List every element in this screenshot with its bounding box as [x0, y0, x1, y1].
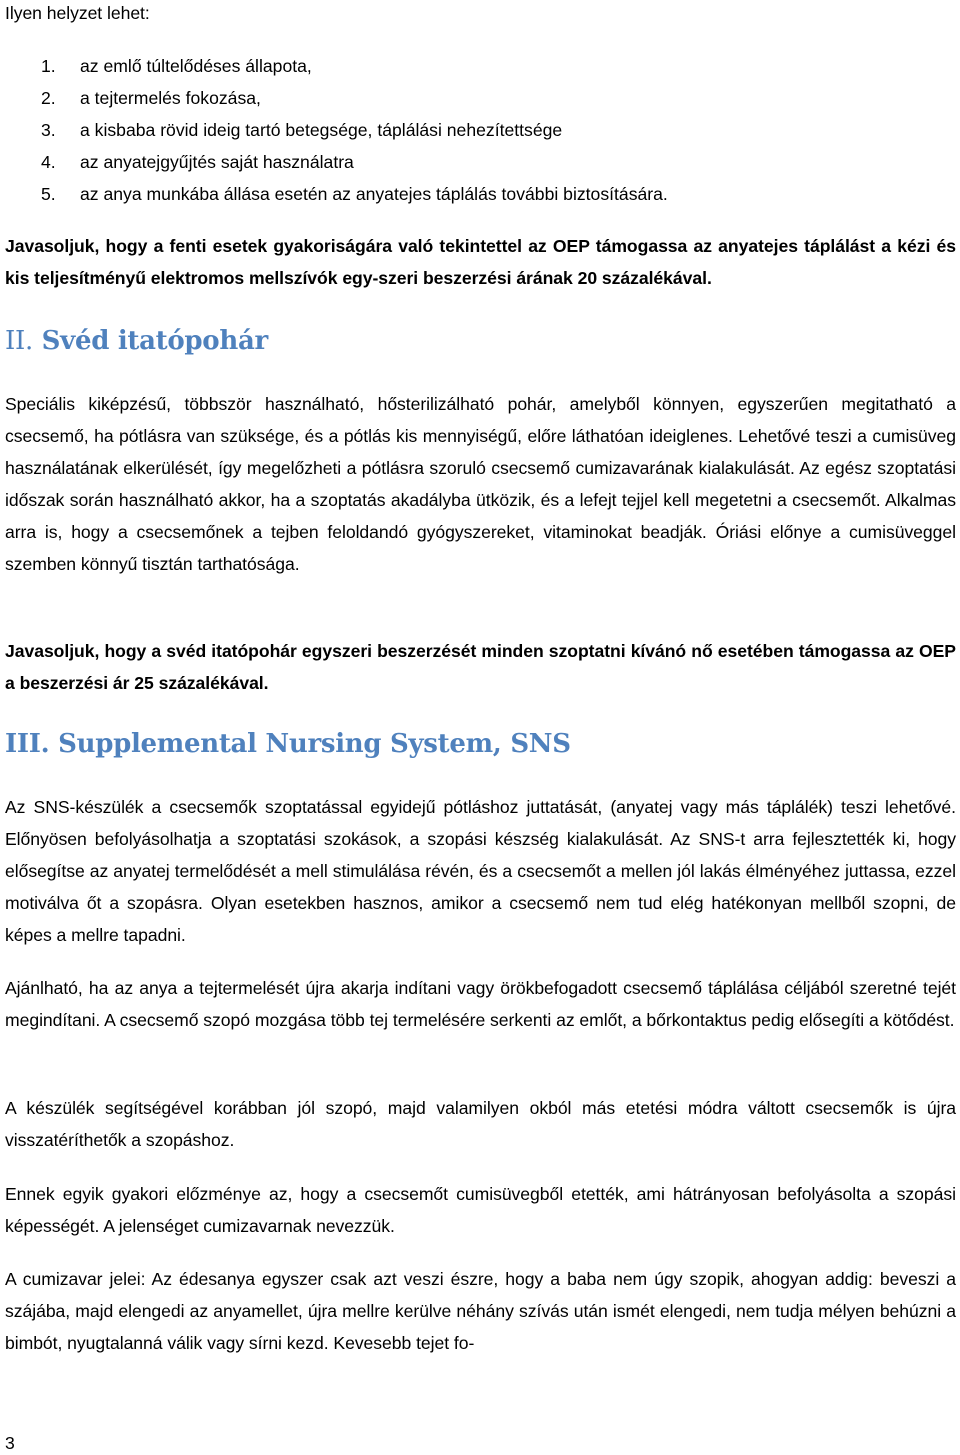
section-number: III.	[5, 729, 50, 759]
list-number: 4.	[41, 152, 56, 172]
sns-paragraph: Ennek egyik gyakori előzménye az, hogy a csecsemőt cumisüvegből etették, ami hátrányosan befolyásolta a szopási képességét. A jelenséget cumizavarnak nevezzük.	[5, 1184, 956, 1236]
sns-paragraph: A cumizavar jelei: Az édesanya egyszer csak azt veszi észre, hogy a baba nem úgy szopik, ahogyan addig: beveszi a szájába, majd elengedi az anyamellet, újra mellre kerülve néhány szívás után ismét elengedi, nem tudja mélyen behúzni a bimbót, nyugtalanná válik vagy sírni kezd. Kevesebb tejet fo-	[5, 1269, 956, 1353]
page-number: 3	[5, 1433, 15, 1453]
list-number: 1.	[41, 56, 56, 76]
list-item	[5, 114, 668, 146]
list-text: az emlő túltelődéses állapota,	[80, 56, 312, 76]
list-number: 5.	[41, 184, 56, 204]
situation-list	[5, 50, 668, 210]
recommendation-breast-pump: Javasoljuk, hogy a fenti esetek gyakoriságára való tekintettel az OEP támogassa az anyatejes táplálást a kézi és kis teljesítményű elektromos mellszívók egy-szeri beszerzési árának 20 százalékával.	[5, 236, 956, 288]
section-title: Supplemental Nursing System, SNS	[58, 729, 571, 759]
list-number: 2.	[41, 88, 56, 108]
list-item	[5, 50, 668, 82]
section-title: Svéd itatópohár	[41, 326, 268, 356]
list-item	[5, 82, 668, 114]
section-number: II.	[5, 326, 33, 356]
list-item	[5, 146, 668, 178]
list-text: az anya munkába állása esetén az anyatejes táplálás további biztosítására.	[80, 184, 668, 204]
list-text: az anyatejgyűjtés saját használatra	[80, 152, 354, 172]
list-item	[5, 178, 668, 210]
list-text: a tejtermelés fokozása,	[80, 88, 261, 108]
section-heading-sns	[5, 728, 956, 760]
sns-paragraph: Ajánlható, ha az anya a tejtermelését újra akarja indítani vagy örökbefogadott csecsemő táplálása céljából szeretné tejét megindítani. A csecsemő szopó mozgása több tej termelésére serkenti az emlőt, a bőrkontaktus pedig elősegíti a kötődést.	[5, 978, 956, 1030]
section-heading-swedish-cup	[5, 325, 956, 357]
list-text: a kisbaba rövid ideig tartó betegsége, táplálási nehezítettsége	[80, 120, 563, 140]
list-number: 3.	[41, 120, 56, 140]
intro-text: Ilyen helyzet lehet:	[5, 3, 150, 23]
sns-paragraph: Az SNS-készülék a csecsemők szoptatással egyidejű pótláshoz juttatását, (anyatej vagy más táplálék) teszi lehetővé. Előnyösen befolyásolhatja a szoptatási szokások, a szopási készség kialakulását. Az SNS-t arra fejlesztették ki, hogy elősegítse az anyatej termelődését a mell stimulálása révén, és a csecsemőt a mellen jól lakás élményéhez juttassa, ezzel motiválva őt a szopásra. Olyan esetekben hasznos, amikor a csecsemő nem tud elég hatékonyan mellből szopni, de képes a mellre tapadni.	[5, 797, 956, 945]
sns-paragraph: A készülék segítségével korábban jól szopó, majd valamilyen okból más etetési módra váltott csecsemők is újra visszatéríthetők a szopáshoz.	[5, 1098, 956, 1150]
recommendation-swedish-cup: Javasoljuk, hogy a svéd itatópohár egyszeri beszerzését minden szoptatni kívánó nő esetében támogassa az OEP a beszerzési ár 25 százalékával.	[5, 641, 956, 693]
swedish-cup-paragraph: Speciális kiképzésű, többször használható, hősterilizálható pohár, amelyből könnyen, egyszerűen megitatható a csecsemő, ha pótlásra van szüksége, és a pótlás kis mennyiségű, előre láthatóan ideiglenes. Lehetővé teszi a cumisüveg használatának elkerülését, így megelőzheti a pótlásra szoruló csecsemő cumizavarának kialakulását. Az egész szoptatási időszak során használható akkor, ha a szoptatás akadályba ütközik, és a lefejt tejjel kell megetetni a csecsemőt. Alkalmas arra is, hogy a csecsemőnek a tejben feloldandó gyógyszereket, vitaminokat beadják. Óriási előnye a cumisüveggel szemben könnyű tisztán tarthatósága.	[5, 394, 956, 574]
